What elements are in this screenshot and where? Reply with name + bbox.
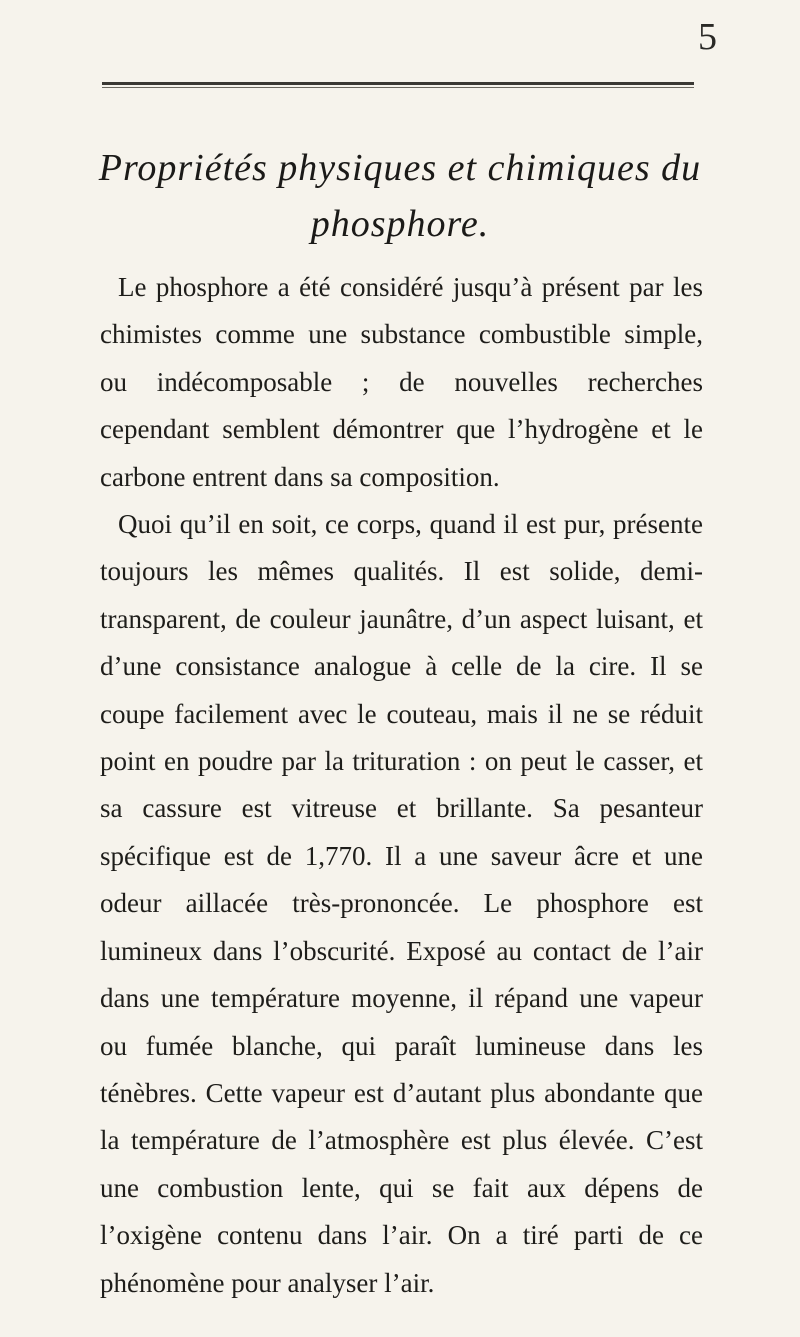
header-rule xyxy=(102,82,694,88)
page-number: 5 xyxy=(698,16,717,58)
body-text xyxy=(100,264,703,1307)
paragraph: Le phosphore a été considéré jusqu’à présent par les chimistes comme une substance combustible simple, ou indécomposable ; de nouvelles recherches cependant semblent démontrer que l’hydrogène et le carbone entrent dans sa composition. xyxy=(100,272,703,492)
chapter-title: Propriétés physiques et chimiques du phosphore. xyxy=(98,147,702,245)
paragraph: Quoi qu’il en soit, ce corps, quand il est pur, présente toujours les mêmes qualités. Il est solide, demi-transparent, de couleur jaunâtre, d’un aspect luisant, et d’une consistance analogue à celle de la cire. Il se coupe facilement avec le couteau, mais il ne se réduit point en poudre par la trituration : on peut le casser, et sa cassure est vitreuse et brillante. Sa pesanteur spécifique est de 1,770. Il a une saveur âcre et une odeur aillacée très-prononcée. Le phosphore est lumineux dans l’obscurité. Exposé au contact de l’air dans une température moyenne, il répand une vapeur ou fumée blanche, qui paraît lumineuse dans les ténèbres. Cette vapeur est d’autant plus abondante que la température de l’atmosphère est plus élevée. C’est une combustion lente, qui se fait aux dépens de l’oxigène contenu dans l’air. On a tiré parti de ce phénomène pour analyser l’air. xyxy=(100,509,703,1298)
